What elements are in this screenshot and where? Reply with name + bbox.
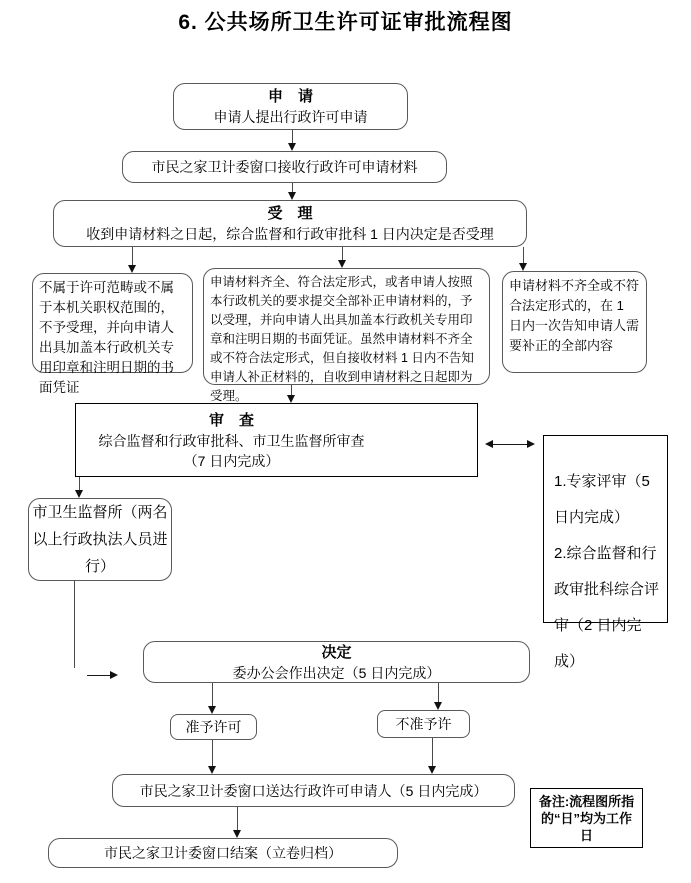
connector-accept-incomplete — [523, 247, 524, 264]
node-incomplete — [502, 271, 647, 373]
node-accept-body: 收到申请材料之日起，综合监督和行政审批科 1 日内决定是否受理 — [86, 226, 494, 242]
arrowhead-evaluation-left — [485, 440, 493, 448]
node-review-body: 综合监督和行政审批科、市卫生监督所审查 — [98, 432, 365, 449]
node-note-body: 备注:流程图所指的“日”均为工作日 — [538, 793, 635, 843]
connector-deliver-close — [237, 807, 238, 831]
connector-accept-scope — [132, 247, 133, 266]
connector-decision-disapprove — [438, 683, 439, 703]
arrowhead-receive-accept — [288, 192, 296, 200]
node-review-heading: 审 查 — [208, 411, 254, 429]
arrowhead-accept-scope — [128, 265, 136, 273]
connector-review-evaluation — [492, 444, 528, 445]
connector-approve-deliver — [212, 740, 213, 767]
arrowhead-disapprove-deliver — [428, 766, 436, 774]
node-deliver-body: 市民之家卫计委窗口送达行政许可申请人（5 日内完成） — [139, 782, 488, 799]
arrowhead-evaluation-right — [527, 440, 535, 448]
arrowhead-decision-disapprove — [434, 702, 442, 710]
arrowhead-review-supervision — [75, 490, 83, 498]
connector-disapprove-deliver — [432, 738, 433, 767]
node-not-in-scope-body: 不属于许可范畴或不属于本机关职权范围的，不予受理，并向申请人出具加盖本行政机关专用印章和注明日期的书面凭证 — [39, 280, 174, 395]
node-apply — [173, 83, 408, 130]
node-supervision — [28, 498, 172, 581]
arrowhead-detail-review — [287, 395, 295, 403]
node-accept-heading: 受 理 — [267, 205, 313, 222]
node-approve-body: 准予许可 — [185, 719, 242, 735]
node-deliver — [112, 774, 515, 807]
connector-supervision-decision — [87, 675, 111, 676]
node-disapprove — [377, 710, 470, 738]
connector-accept-detail — [342, 247, 343, 261]
node-evaluation-line1: 1.专家评审（5 日内完成） — [554, 473, 650, 526]
node-close-case-body: 市民之家卫计委窗口结案（立卷归档） — [104, 845, 342, 861]
node-receive — [122, 151, 447, 183]
node-supervision-body: 市卫生监督所（两名以上行政执法人员进行） — [32, 504, 168, 575]
node-disapprove-body: 不准予许 — [395, 716, 452, 732]
node-note — [530, 788, 643, 848]
node-evaluation-line2: 2.综合监督和行政审批科综合评审（2 日内完成） — [554, 545, 660, 670]
node-close-case — [48, 838, 398, 868]
diagram-title: 6. 公共场所卫生许可证审批流程图 — [178, 11, 513, 34]
arrowhead-accept-incomplete — [519, 263, 527, 271]
node-accept — [53, 200, 527, 247]
arrowhead-deliver-close — [233, 830, 241, 838]
connector-review-supervision — [79, 477, 80, 491]
node-decision — [143, 641, 530, 683]
node-accepted-detail-body: 申请材料齐全、符合法定形式，或者申请人按照本行政机关的要求提交全部补正申请材料的，予以受理，并向申请人出具加盖本行政机关专用印章和注明日期的书面凭证。虽然申请材料不齐全或不符合法定形式，但自接收材料 1 日内不告知申请人补正材料的，自收到申请材料之日起即为受理。 — [210, 275, 474, 403]
node-incomplete-body: 申请材料不齐全或不符合法定形式的，在 1 日内一次告知申请人需要补正的全部内容 — [509, 278, 640, 353]
node-apply-body: 申请人提出行政许可申请 — [213, 109, 368, 125]
arrowhead-supervision-decision — [110, 671, 118, 679]
node-decision-heading: 决定 — [321, 643, 352, 661]
node-review — [75, 403, 478, 477]
node-apply-heading: 申 请 — [267, 88, 313, 105]
node-review-note: （7 日内完成） — [183, 452, 280, 469]
node-evaluation — [543, 435, 668, 670]
arrowhead-approve-deliver — [208, 766, 216, 774]
connector-supervision-down — [74, 581, 75, 668]
arrowhead-accept-detail — [338, 260, 346, 268]
node-decision-body: 委办公会作出决定（5 日内完成） — [232, 664, 441, 681]
node-accepted-detail — [203, 268, 490, 403]
arrowhead-apply-receive — [288, 143, 296, 151]
node-approve — [170, 714, 257, 740]
node-receive-body: 市民之家卫计委窗口接收行政许可申请材料 — [151, 159, 418, 175]
node-not-in-scope — [32, 273, 193, 395]
connector-apply-receive — [292, 130, 293, 144]
arrowhead-decision-approve — [208, 706, 216, 714]
connector-decision-approve — [212, 683, 213, 707]
